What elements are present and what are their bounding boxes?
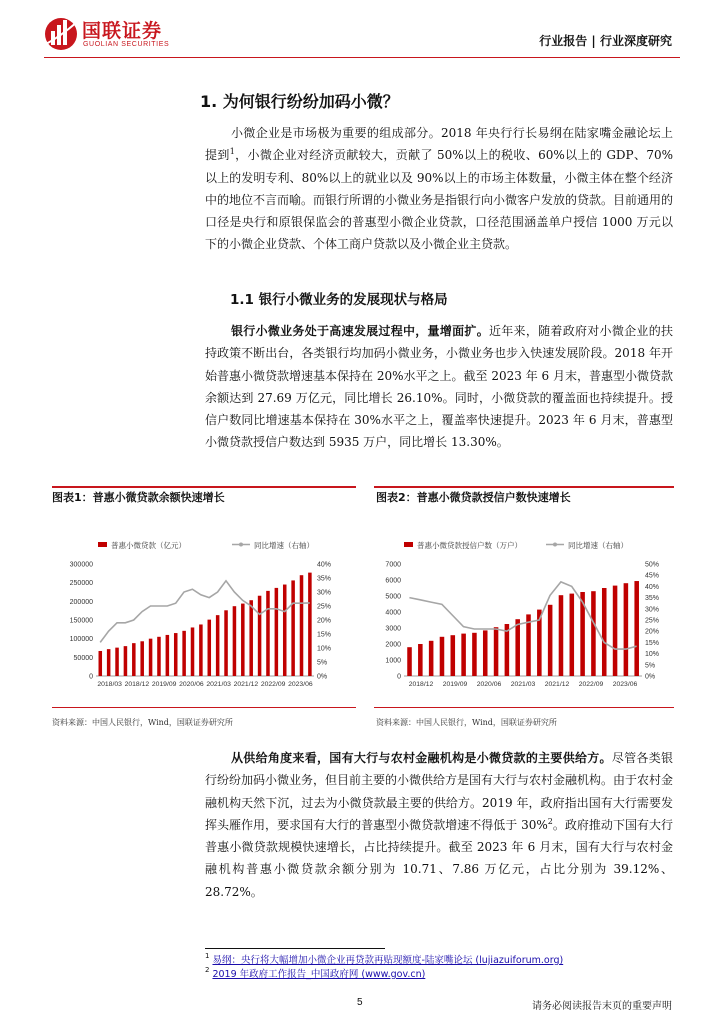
bar [407,647,412,676]
bar [191,627,195,676]
bar [291,580,295,676]
bar [515,619,520,676]
right-axis-tick: 40% [317,561,332,569]
x-axis-tick: 2020/06 [476,681,502,688]
bar [429,641,434,676]
left-axis-tick: 50000 [73,654,93,662]
left-axis-tick: 0 [397,673,401,681]
fig2-top-rule [374,486,674,488]
right-axis-tick: 10% [317,645,332,653]
left-axis-tick: 150000 [69,617,93,625]
bar [115,648,119,676]
growth-line [100,581,310,643]
x-axis-tick: 2023/06 [288,681,313,688]
bar [199,624,203,676]
brand-name-en: GUOLIAN SECURITIES [83,41,170,48]
bar [166,635,170,676]
left-axis-tick: 6000 [385,577,401,585]
x-axis-tick: 2018/03 [97,681,122,688]
x-axis-tick: 2022/09 [578,681,604,688]
legend-line-label: 同比增速（右轴） [568,541,628,550]
left-axis-tick: 250000 [69,580,93,588]
bar [241,604,245,676]
header-divider [44,57,680,58]
bar [570,594,575,676]
left-axis-tick: 200000 [69,598,93,606]
right-axis-tick: 15% [645,639,660,647]
left-axis-tick: 5000 [385,593,401,601]
bar [461,634,466,676]
left-axis-tick: 2000 [385,641,401,649]
left-axis-tick: 7000 [385,561,401,569]
x-axis-tick: 2023/06 [612,681,638,688]
footnote-1 [205,952,563,966]
x-axis-tick: 2018/12 [408,681,434,688]
bar [174,633,178,676]
bar [224,610,228,676]
paragraph-3-text-b: 。政府推动下国有大行普惠小微贷款规模快速增长，占比持续提升。截至 2023 年 6 月末，国有大行与农村金融机构普惠小微贷款余额分别为 10.71、7.86 万亿元，占比分别为 39.12%、28.72%。 [205,817,673,899]
paragraph-1 [205,122,673,256]
bar [99,651,103,676]
right-axis-tick: 0% [645,673,656,681]
bar [275,588,279,676]
fig1-chart [52,528,356,696]
x-axis-tick: 2022/09 [260,681,286,688]
legend-line-label: 同比增速（右轴） [254,541,314,550]
right-axis-tick: 50% [645,561,660,569]
x-axis-tick: 2019/09 [151,681,177,688]
report-type-label: 行业报告 | 行业深度研究 [539,34,672,48]
right-axis-tick: 45% [645,572,660,580]
paragraph-2-text: 近年来，随着政府对小微企业的扶持政策不断出台，各类银行均加码小微业务，小微业务也步入快速发展阶段。2018 年开始普惠小微贷款增速基本保持在 20%水平之上。截至 2023 年 6 月末，普惠型小微贷款余额达到 27.69 万亿元，同比增长 26.10%。同时，小微贷款的覆盖面也持续提升。授信户数同比增速基本保持在 30%水平之上，覆盖率快速提升。2023 年 6 月末，普惠型小微贷款授信户数达到 5935 万户，同比增长 13.30%。 [205,324,673,450]
legend-bar-label: 普惠小微贷款（亿元） [111,541,186,550]
footnote-ref-2[interactable]: 2 [547,816,553,826]
left-axis-tick: 300000 [69,561,93,569]
bar [233,606,237,676]
bar [208,620,212,676]
subsection-heading: 1.1 银行小微业务的发展现状与格局 [230,292,448,308]
left-axis-tick: 1000 [385,657,401,665]
right-axis-tick: 25% [317,603,332,611]
footnote-ref-1[interactable]: 1 [229,147,235,157]
bar [559,595,564,676]
fig2-bottom-rule [374,707,674,708]
bar [300,575,304,676]
bar [526,614,531,676]
x-axis-tick: 2019/09 [442,681,468,688]
bar [182,631,186,676]
footnote-divider [205,948,385,949]
paragraph-2-lead: 银行小微业务处于高速发展过程中，量增面扩。 [231,324,489,338]
brand-name-cn: 国联证券 [82,20,163,42]
right-axis-tick: 25% [645,617,660,625]
x-axis-tick: 2021/03 [206,681,231,688]
x-axis-tick: 2021/03 [510,681,536,688]
left-axis-tick: 100000 [69,636,93,644]
bar [216,615,220,676]
right-axis-tick: 30% [317,589,332,597]
logo-mark-icon [44,14,78,52]
paragraph-3-text-a: 尽管各类银行纷纷加码小微业务，但目前主要的小微供给方是国有大行与农村金融机构。由于农村金融机构天然下沉，过去为小微贷款最主要的供给方。2019 年，政府指出国有大行需要发挥头雁作用，要求国有大行的普惠型小微贷款增速不得低于 30% [205,751,674,832]
bar [266,591,270,676]
legend-bar-label: 普惠小微贷款授信户数（万户） [417,541,522,550]
bar [258,596,262,676]
bar [602,588,607,676]
footnote-2-number: 2 [205,966,210,974]
bar [308,573,312,676]
footnote-1-number: 1 [205,952,210,960]
bar [451,635,456,676]
bar [494,627,499,676]
legend-bar-swatch [98,542,107,547]
x-axis-tick: 2020/06 [179,681,204,688]
right-axis-tick: 15% [317,631,332,639]
bar [548,605,553,676]
footnote-2 [205,966,425,980]
right-axis-tick: 30% [645,606,660,614]
right-axis-tick: 0% [317,673,328,681]
bar [613,586,618,676]
right-axis-tick: 20% [645,628,660,636]
bar [440,637,445,676]
bar [140,641,144,676]
paragraph-3 [205,747,673,903]
bar [591,591,596,676]
paragraph-3-lead: 从供给角度来看，国有大行与农村金融机构是小微贷款的主要供给方。 [231,751,612,765]
bar [634,581,639,676]
brand-logo [44,14,194,54]
left-axis-tick: 4000 [385,609,401,617]
fig2-title: 图表2：普惠小微贷款授信户数快速增长 [376,491,571,504]
bar [132,643,136,676]
legend-line-marker [553,543,557,547]
fig1-bottom-rule [52,707,356,708]
section-heading: 1. 为何银行纷纷加码小微？ [200,92,399,111]
left-axis-tick: 0 [89,673,93,681]
right-axis-tick: 20% [317,617,332,625]
legend-line-marker [239,543,243,547]
fig1-top-rule [52,486,356,488]
fig1-title: 图表1：普惠小微贷款余额快速增长 [52,491,225,504]
page-number: 5 [357,997,363,1008]
bar [149,639,153,676]
bar [483,630,488,676]
right-axis-tick: 35% [317,575,332,583]
x-axis-tick: 2018/12 [124,681,150,688]
right-axis-tick: 10% [645,651,660,659]
fig2-chart [374,528,674,696]
bar [157,637,161,676]
right-axis-tick: 5% [645,662,656,670]
fig1-source: 资料来源：中国人民银行，Wind，国联证券研究所 [52,718,233,727]
footer-disclaimer: 请务必阅读报告末页的重要声明 [532,1001,672,1012]
fig2-source: 资料来源：中国人民银行，Wind，国联证券研究所 [376,718,557,727]
bar [472,633,477,676]
bar [124,646,128,676]
bar [283,585,287,676]
footnote-1-link[interactable]: 易纲：央行将大幅增加小微企业再贷款再贴现额度-陆家嘴论坛 (lujiazuiforum.org) [212,955,564,966]
paragraph-1-text-a: 小微企业是市场极为重要的组成部分。2018 年央行行长易纲在陆家嘴金融论坛上提到 [205,126,673,163]
paragraph-1-text-b: ，小微企业对经济贡献较大，贡献了 50%以上的税收、60%以上的 GDP、70%以上的发明专利、80%以上的就业以及 90%以上的市场主体数量，小微主体在整个经济中的地位不言而喻。而银行所谓的小微业务是指银行向小微客户发放的贷款。目前通用的口径是央行和原银保监会的普惠型小微企业贷款，口径范围涵盖单户授信 1000 万元以下的小微企业贷款、个体工商户贷款以及小微企业主贷款。 [205,148,674,252]
footnote-2-link[interactable]: 2019 年政府工作报告_中国政府网 (www.gov.cn) [212,969,426,980]
bar [418,644,423,676]
right-axis-tick: 40% [645,583,660,591]
bar [624,583,629,676]
right-axis-tick: 35% [645,595,660,603]
right-axis-tick: 5% [317,659,328,667]
paragraph-2 [205,320,673,454]
x-axis-tick: 2021/12 [544,681,570,688]
legend-bar-swatch [404,542,413,547]
bar [249,600,253,676]
x-axis-tick: 2021/12 [233,681,259,688]
bar [107,649,111,676]
page-header [0,0,724,60]
left-axis-tick: 3000 [385,625,401,633]
